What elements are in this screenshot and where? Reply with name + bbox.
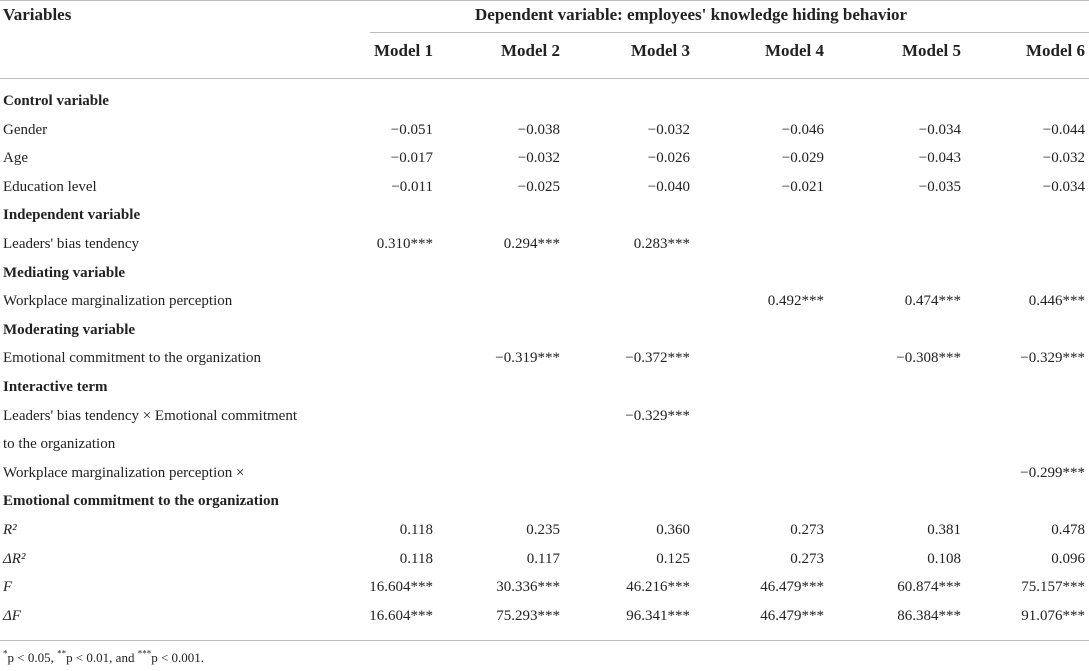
table-cell: −0.025: [517, 178, 560, 195]
table-cell: −0.044: [1042, 121, 1085, 138]
table-cell: 0.478: [1051, 522, 1085, 538]
top-rule: [0, 0, 1089, 1]
table-cell: 0.235: [526, 522, 560, 538]
footnote-text: p < 0.05,: [7, 650, 58, 665]
table-cell: 30.336***: [496, 579, 560, 596]
table-cell: −0.308***: [896, 350, 961, 367]
row-label: ΔR²: [3, 550, 26, 567]
table-cell: −0.032: [517, 150, 560, 167]
table-cell: 0.125: [656, 550, 690, 567]
table-cell: 0.474***: [904, 293, 961, 310]
table-cell: −0.329***: [1020, 350, 1085, 367]
table-cell: 91.076***: [1021, 607, 1085, 624]
table-cell: 0.118: [399, 550, 433, 567]
footnote-mark: ***: [137, 648, 152, 659]
table-cell: −0.034: [918, 121, 961, 138]
table-cell: 75.157***: [1021, 579, 1085, 596]
table-cell: 0.294***: [503, 236, 560, 252]
table-cell: 0.118: [399, 522, 433, 538]
table-cell: 0.273: [790, 550, 824, 567]
bottom-rule: [0, 640, 1089, 641]
row-label: Age: [3, 150, 28, 167]
table-cell: −0.035: [918, 178, 961, 195]
table-cell: 0.096: [1051, 550, 1085, 567]
table-cell: −0.029: [781, 150, 824, 167]
footnote-text: p < 0.01, and: [66, 650, 138, 665]
table-cell: 0.310***: [376, 236, 433, 252]
table-cell: −0.038: [517, 121, 560, 138]
footnote-text: p < 0.001.: [151, 650, 205, 665]
table-cell: 0.381: [927, 522, 961, 538]
table-cell: 46.216***: [626, 579, 690, 596]
model-header: Model 1: [373, 41, 433, 60]
table-cell: −0.043: [918, 150, 961, 167]
table-cell: −0.026: [647, 150, 690, 167]
table-cell: 75.293***: [496, 607, 560, 624]
table-cell: −0.299***: [1020, 464, 1085, 481]
model-header: Model 2: [500, 41, 560, 60]
section-heading: Mediating variable: [3, 264, 126, 281]
row-label: Workplace marginalization perception: [3, 293, 233, 310]
table-cell: −0.319***: [495, 350, 560, 367]
table-cell: 0.446***: [1028, 293, 1085, 310]
column-rule: [0, 78, 1089, 79]
table-cell: 96.341***: [626, 607, 690, 624]
row-label: ΔF: [3, 607, 21, 624]
section-heading: Control variable: [3, 93, 109, 109]
row-label: Leaders' bias tendency: [3, 236, 139, 252]
table-cell: 46.479***: [760, 579, 824, 596]
model-header: Model 4: [764, 41, 824, 60]
footnote-mark: **: [57, 648, 67, 659]
footnote: [3, 648, 204, 668]
table-cell: −0.051: [390, 121, 433, 138]
dependent-variable-header: Dependent variable: employees' knowledge hiding behavior: [475, 5, 908, 24]
row-label: Gender: [3, 121, 48, 138]
variables-header: Variables: [3, 5, 72, 24]
table-cell: 0.360: [656, 522, 690, 538]
row-label: R²: [3, 522, 17, 538]
row-label: F: [3, 579, 13, 596]
table-cell: 0.108: [927, 550, 961, 567]
section-heading: Moderating variable: [3, 321, 136, 338]
table-cell: −0.017: [390, 150, 433, 167]
row-label: Workplace marginalization perception ×: [3, 464, 245, 481]
model-header: Model 3: [630, 41, 690, 60]
header-rule: [370, 32, 1089, 33]
row-label: Emotional commitment to the organization: [3, 350, 262, 367]
table-cell: 60.874***: [897, 579, 961, 596]
table-cell: −0.011: [391, 178, 433, 195]
model-header: Model 5: [901, 41, 961, 60]
table-cell: 0.283***: [633, 236, 690, 252]
table-cell: 16.604***: [369, 579, 433, 596]
table-cell: 0.273: [790, 522, 824, 538]
table-cell: 16.604***: [369, 607, 433, 624]
section-heading: Emotional commitment to the organization: [3, 493, 279, 510]
table-cell: −0.032: [1042, 150, 1085, 167]
row-label: Education level: [3, 178, 97, 195]
table-cell: −0.021: [781, 178, 824, 195]
table-cell: −0.329***: [625, 407, 690, 424]
row-label: to the organization: [3, 436, 116, 453]
model-header: Model 6: [1025, 41, 1085, 60]
section-heading: Interactive term: [3, 379, 108, 395]
table-cell: −0.040: [647, 178, 690, 195]
table-cell: −0.034: [1042, 178, 1085, 195]
table-cell: 0.492***: [767, 293, 824, 310]
table-cell: 0.117: [526, 550, 560, 567]
row-label: Leaders' bias tendency × Emotional commitment: [3, 407, 297, 424]
table-cell: −0.372***: [625, 350, 690, 367]
footnote-mark: *: [3, 648, 8, 659]
table-cell: −0.032: [647, 121, 690, 138]
table-cell: −0.046: [781, 121, 824, 138]
table-cell: 46.479***: [760, 607, 824, 624]
table-cell: 86.384***: [897, 607, 961, 624]
section-heading: Independent variable: [3, 207, 141, 224]
